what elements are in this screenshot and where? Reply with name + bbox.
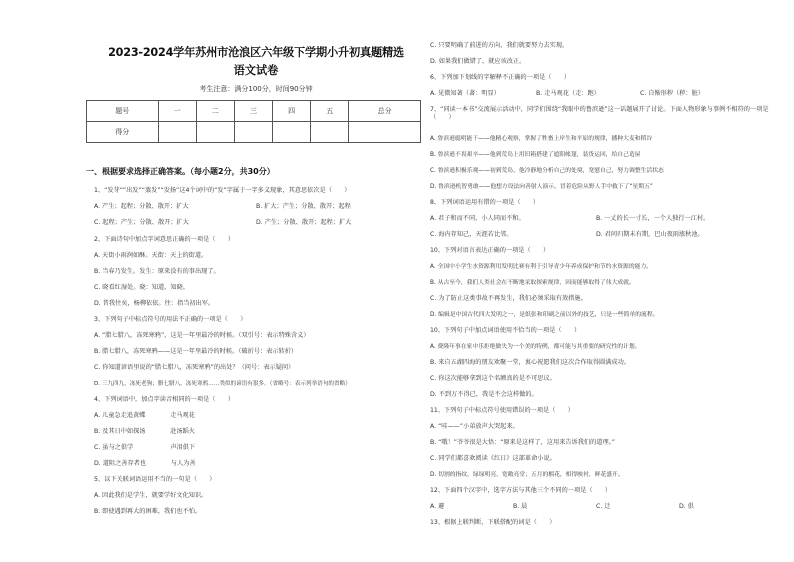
score-table-header-row [87,101,421,122]
section-title: 一、根据要求选择正确答案。（每小题2分，共30分） [86,167,275,176]
question-line: 11、下列句子中标点符号使用错误的一项是（ ） [430,407,574,414]
option-line: B. 一丈的长一寸长，一个人独行一江村。 [596,215,710,222]
score-header-cell: 四 [273,101,311,122]
option-line: C. 海内存知己，天涯若比邻。 [430,231,513,238]
option-line: D. 道阻之善存者也 与人为善 [94,460,196,467]
option-line: D. 三九四九，冻死老狗；腊七腊八，冻死寒鸦……类似的谚语有很多。（省略号：表示列举语句的省略） [94,381,351,387]
question-line: 6、下列加下划线的字解释不正确的一项是（ ） [430,74,571,81]
option-line: C. 自惭形秽（秽：脏） [640,90,704,97]
option-line: C. 你这次能够拿到这个名额真的是不可思议。 [430,375,556,382]
option-line: C. 迁 [596,503,611,510]
exam-title: 2023-2024学年苏州市沧浪区六年级下学期小升初真题精选 [108,46,404,59]
score-header-cell: 题号 [87,101,159,122]
score-cell[interactable] [158,122,196,143]
question-line: 4、下列词语中，加点字读音相同的一项是（ ） [94,396,235,403]
score-header-cell: 二 [196,101,234,122]
option-line: B. 腊七腊八，冻死寒鸦——这是一年里最冷的时候。（破折号：表示转折） [94,348,298,355]
score-header-cell: 三 [234,101,272,122]
option-line: C. 晓看红湿处。晓：知道，知晓。 [94,284,189,291]
option-line: B. 当春乃发生。发生：原来没有的事出现了。 [94,268,220,275]
option-line: C. 只要明确了前进的方向，我们就要努力去实现。 [430,42,569,49]
score-header-cell: 总分 [349,101,421,122]
question-line: 1、“发芽”“出发”“蒸发”“发扬”这4个词中的“发”字属于一字多义现象，其意思依次是（ ） [94,187,351,194]
score-table-row [87,122,421,143]
option-line: B. 即使遇到再大的困难，我们也不怕。 [94,508,202,515]
score-table [86,100,421,143]
score-row-label: 得分 [87,122,159,143]
option-line: D. 鲁滨逊机智勇敢——他想方设法向善射人演示，冒着危险从野人手中救下了“星期五” [430,184,653,190]
option-line: D. 如果我们做错了，就应该改正。 [430,58,526,65]
question-line: 3、下列句子中标点符号的用法不正确的一项是（ ） [94,316,247,323]
option-line: B. 鲁滨逊不畏艰辛——他到荒岛上用旧箱搭建了遮阳帐篷，装货运回，给自己造屋 [430,152,641,158]
option-line: C. 你知道谚语里说的“腊七腊八，冻死寒鸦”的出处？（问号：表示疑问） [94,364,295,371]
option-line: C. 为了防止这类事故不再发生，我们必须采取有效措施。 [430,295,587,302]
question-line: 5、以下关联词语运用不当的一句是（ ） [94,476,216,483]
option-line: B. 走马观花（走：跑） [536,90,600,97]
option-line: B. 扩大；产生；分散、散开；起程 [256,203,351,210]
option-line: D. 编辑是中国古代四大发明之一，是纸张和印刷之前以外的技艺，只是一些简单的流程。 [430,312,659,318]
question-line: 8、下列词语运用有错的一项是（ ） [430,199,540,206]
option-line: A. “腊七腊八，冻死寒鸦”，这是一年里最冷的时候。（双引号：表示特殊含义） [94,332,310,339]
score-cell[interactable] [311,122,349,143]
question-line: 10、下列句子中加点词语使用不恰当的一项是（ ） [430,327,581,334]
question-line: 2、下面诗句中加点字词意思正确的一项是（ ） [94,236,235,243]
option-line: A. 因此我们是学生，就要学好文化知识。 [94,492,208,499]
option-line: C. 同学们都喜欢阅读《红日》这部革命小说。 [430,455,556,462]
option-line: B. 来自五湖四海的朋友欢聚一堂，衷心祝愿我们这次合作取得圆满成功。 [430,359,630,366]
score-header-cell: 一 [158,101,196,122]
option-line: D. 产生；分散、散开；起程；扩大 [256,219,352,226]
score-cell[interactable] [234,122,272,143]
option-line: D. 切割的指纹，绿绿明亮，宽敞亮堂；五月的榴花，相得映衬，鲜花盛开。 [430,472,624,478]
option-line: B. 从古至今，我们人类社会在不断地采取探索规律，因而能够取得了伟大成就。 [430,280,635,286]
option-line: A. 鲁滨逊聪明能干——他精心观察，掌握了牲畜上岸生和平原的规律，播种大麦和稻谷 [430,136,653,142]
question-line: 12、下面四个汉字中，选字方法与其他三个不同的一项是（ ） [430,487,612,494]
exam-subtitle: 语文试卷 [233,64,279,77]
option-line: D. 不到万不得已，我是不会这样做的。 [430,391,538,398]
score-cell[interactable] [196,122,234,143]
score-header-cell: 五 [311,101,349,122]
score-cell[interactable] [349,122,421,143]
question-line: 10、下列对语言表达正确的一项是（ ） [430,247,550,254]
option-line: D. 君问归期未有期，巴山夜雨涨秋池。 [596,231,704,238]
option-line: A. 见微知著（著：明显） [430,90,500,97]
option-line: B. “哦！”爷爷很是大悟：“原来是这样了，这用来告诉我们的道理。” [430,439,615,446]
score-cell[interactable] [273,122,311,143]
question-line: 13、根据上联判断，下联搭配的词是（ ） [430,519,556,526]
option-line: A. 全国中小学生水资源利用发明比赛有利于引导青少年养成保护和节约水资源的能力。 [430,264,653,270]
option-line: B. 及其日中如探汤 赴汤蹈火 [94,428,195,435]
option-line: A. 儿童急走追黄蝶 走马观花 [94,412,195,419]
option-line: A. 产生；起程；分散、散开；扩大 [94,203,189,210]
option-line: A. “哇——”小弟放声大哭起来。 [430,423,519,430]
option-line: A. 君子和而不同，小人同而不和。 [430,215,525,222]
option-line: A. 费隆年事在家中乐拒绝做失为一个美的特例，都可能与其重要的研究性的计划。 [430,344,641,350]
option-line: C. 鲁滨逊积极乐观——初到荒岛，他冷静地分析自己的处境，宽慰自己，努力调整生活状态 [430,168,664,174]
option-line: D. 俱 [679,503,694,510]
question-line: 7、“同读一本书”交流展示活动中，同学们围绕“我眼中的鲁滨逊”这一话题展开了讨论。下面人物形象与事例不相符的一项是（ ） [430,106,769,121]
option-line: B. 晨 [513,503,528,510]
exam-note: 考生注意：满分100分，时间90分钟 [199,85,313,93]
option-line: C. 虽与之俱学 声泪俱下 [94,444,196,451]
option-line: C. 起程；产生；分散、散开；扩大 [94,219,189,226]
option-line: A. 避 [430,503,445,510]
option-line: A. 天街小雨润如酥。天街：天上的街道。 [94,252,208,259]
option-line: D. 昔我往矣，杨柳依依。往：指当初出军。 [94,300,215,307]
